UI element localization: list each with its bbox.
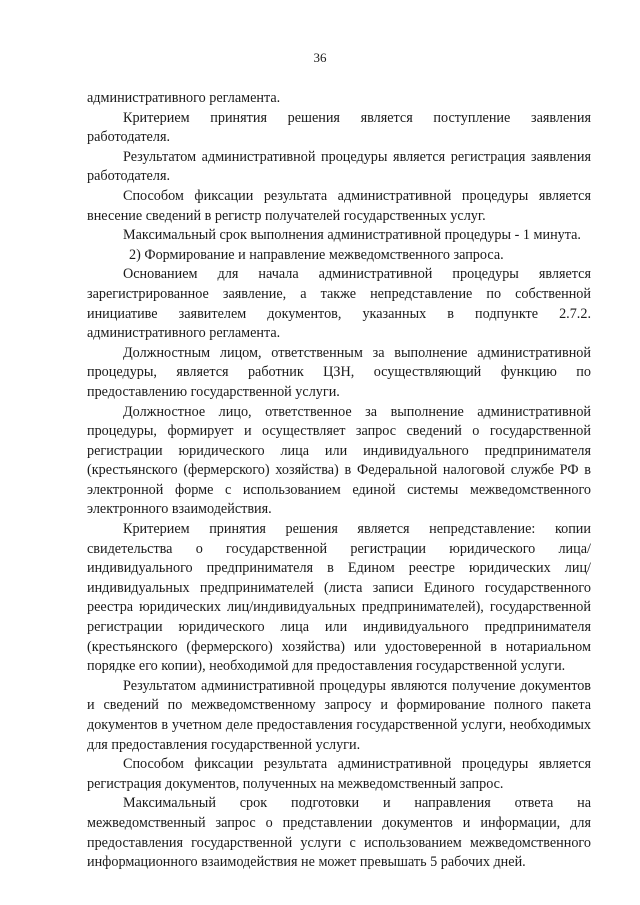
paragraph-fixation-2: Способом фиксации результата административной процедуры является регистрация документов, полученных на межведомственный запрос. xyxy=(87,756,591,792)
paragraph-result-1: Результатом административной процедуры является регистрация заявления работодателя. xyxy=(87,148,591,185)
paragraph-result-2: Результатом административной процедуры являются получение документов и сведений по межведомственному запросу и формирование полного пакета документов в учетном деле предоставления государственной услуги, необходимых для предоставления государственной услуги. xyxy=(87,677,591,753)
paragraph-fixation-1: Способом фиксации результата административной процедуры является внесение сведений в регистр получателей государственных услуг. xyxy=(87,187,591,224)
paragraph-criterion-2: Критерием принятия решения является непредставление: копии свидетельства о государственной регистрации юридического лица/индивидуального предпринимателя в Едином реестре юридических лиц/индивидуальных предпринимателей (листа записи Единого государственного реестра юридических лиц/индивидуальных предпринимателей), государственной регистрации юридического лица или индивидуального предпринимателя (крестьянского (фермерского) хозяйства) или удостоверенной в нотариальном порядке его копии), необходимой для предоставления государственной услуги. xyxy=(87,521,591,675)
paragraph-deadline-2: Максимальный срок подготовки и направления ответа на межведомственный запрос о представлении документов и информации, для предоставления государственной услуги с использованием межведомственного информационного взаимодействия не может превышать 5 рабочих дней. xyxy=(87,795,591,871)
page-number: 36 xyxy=(313,50,327,65)
paragraph-step-2-heading: 2) Формирование и направление межведомственного запроса. xyxy=(129,246,504,263)
paragraph-request-2: Должностное лицо, ответственное за выполнение административной процедуры, формирует и осуществляет запрос сведений о государственной регистрации юридического лица или индивидуального предпринимателя (крестьянского (фермерского) хозяйства) в Федеральной налоговой службе РФ в электронной форме с использованием единой системы межведомственного электронного взаимодействия. xyxy=(87,403,591,518)
paragraph-criterion-1: Критерием принятия решения является поступление заявления работодателя. xyxy=(87,109,591,146)
paragraph-deadline-1: Максимальный срок выполнения административной процедуры - 1 минута. xyxy=(123,227,581,244)
paragraph-regulation-end: административного регламента. xyxy=(87,90,281,106)
paragraph-basis-2: Основанием для начала административной процедуры является зарегистрированное заявление, а также непредставление по собственной инициативе заявителем документов, указанных в подпункте 2.7.2. административного регламента. xyxy=(87,266,591,342)
paragraph-official-2: Должностным лицом, ответственным за выполнение административной процедуры, является работник ЦЗН, осуществляющий функцию по предоставлению государственной услуги. xyxy=(87,344,591,400)
document-body xyxy=(87,89,591,873)
